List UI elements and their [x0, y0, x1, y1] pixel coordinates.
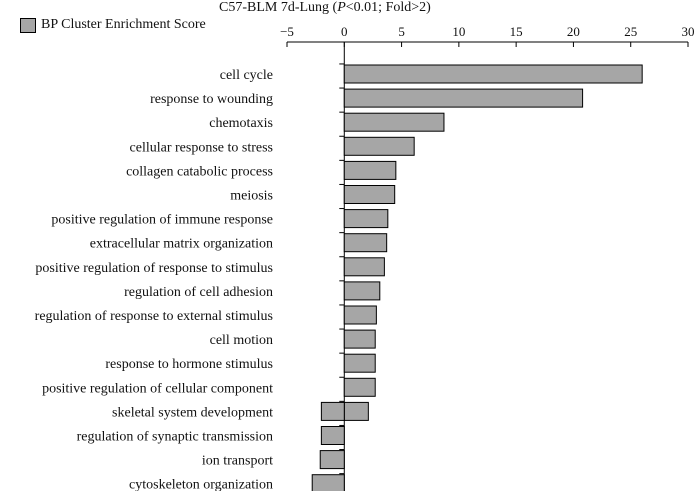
- category-label: chemotaxis: [209, 116, 273, 132]
- bar: [344, 354, 375, 372]
- bar: [344, 161, 396, 179]
- chart-title-prefix: C57-BLM 7d-Lung (: [219, 0, 338, 15]
- x-tick-label: −5: [280, 24, 294, 39]
- bar: [321, 402, 344, 420]
- bar: [344, 234, 386, 252]
- category-label: regulation of response to external stimulus: [34, 309, 273, 324]
- bar: [320, 451, 344, 469]
- category-label: meiosis: [230, 188, 273, 204]
- legend-label: BP Cluster Enrichment Score: [41, 17, 206, 32]
- category-label: cytoskeleton organization: [129, 477, 273, 491]
- category-label: cell motion: [209, 333, 273, 349]
- bar: [344, 89, 582, 107]
- category-label: cellular response to stress: [129, 140, 273, 156]
- category-label: collagen catabolic process: [126, 164, 273, 180]
- x-tick-label: 10: [452, 24, 466, 39]
- category-label: skeletal system development: [112, 405, 273, 421]
- bar: [344, 186, 394, 204]
- x-tick-label: 20: [566, 24, 580, 39]
- bar: [344, 113, 444, 131]
- bar: [344, 210, 388, 228]
- category-label: extracellular matrix organization: [89, 236, 273, 252]
- bar: [344, 402, 368, 420]
- bar: [344, 378, 375, 396]
- bar: [344, 306, 376, 324]
- category-label: response to wounding: [150, 92, 273, 108]
- x-tick-label: 30: [681, 24, 695, 39]
- bar: [344, 137, 414, 155]
- category-label: positive regulation of response to stimulus: [35, 260, 273, 276]
- bar: [344, 330, 375, 348]
- bars: [312, 65, 642, 491]
- chart-title-italic: P: [337, 0, 346, 15]
- category-label: regulation of synaptic transmission: [76, 429, 273, 445]
- x-tick-label: 0: [341, 24, 348, 39]
- bar: [344, 282, 380, 300]
- bar: [321, 427, 344, 445]
- category-label: cell cycle: [219, 68, 273, 83]
- x-tick-label: 15: [509, 24, 523, 39]
- x-tick-label: 25: [624, 24, 638, 39]
- category-label: response to hormone stimulus: [105, 357, 273, 373]
- category-labels: [35, 68, 273, 491]
- category-label: ion transport: [201, 453, 273, 469]
- bar: [344, 65, 642, 83]
- category-label: regulation of cell adhesion: [124, 284, 273, 300]
- category-label: positive regulation of cellular component: [42, 381, 273, 397]
- bar: [344, 258, 384, 276]
- x-tick-label: 5: [398, 24, 405, 39]
- chart-title-suffix: <0.01; Fold>2): [345, 0, 431, 15]
- bar: [312, 475, 344, 491]
- category-label: positive regulation of immune response: [51, 212, 273, 228]
